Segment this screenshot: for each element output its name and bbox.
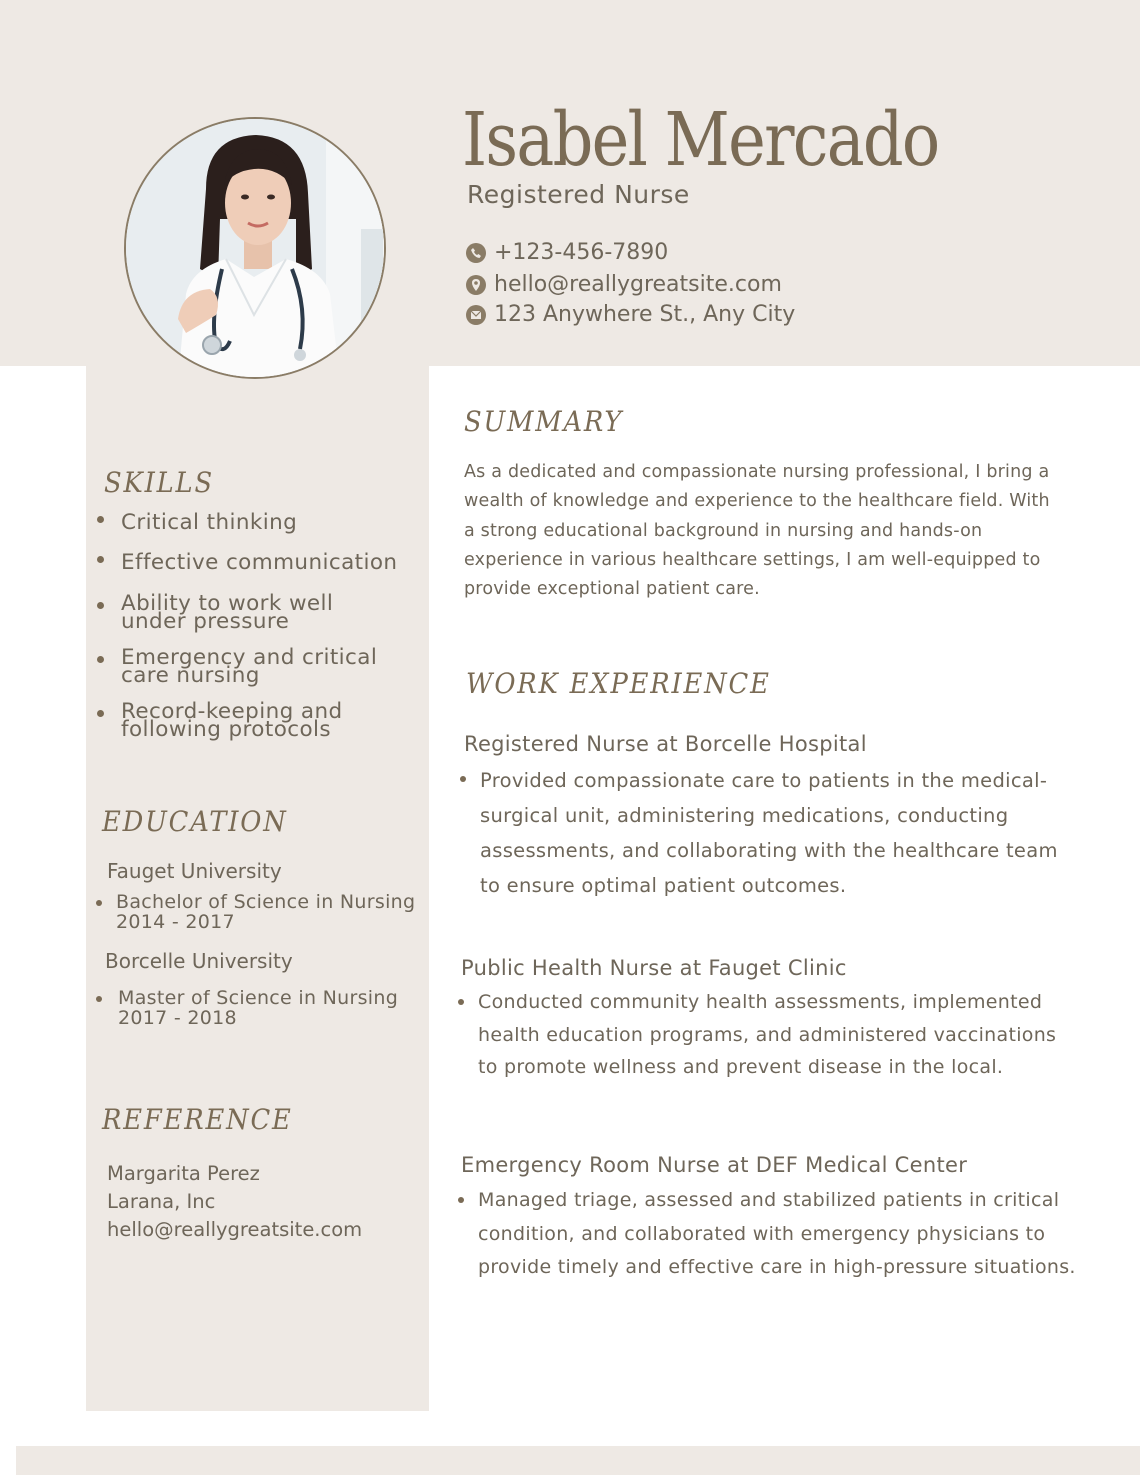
job-description: Managed triage, assessed and stabilized patients in critical condition, and collaborated with emergency physicians to provide timely and effective care in high-pressure situations. [478,1184,1078,1285]
work-experience-heading: WORK EXPERIENCE [466,667,771,700]
candidate-name: Isabel Mercado [462,97,939,183]
address-text: 123 Anywhere St., Any City [494,302,796,327]
education-details [96,988,398,1028]
education-school: Fauget University [107,859,282,883]
phone-icon [466,243,486,263]
education-heading: EDUCATION [102,805,288,838]
skills-heading: SKILLS [104,466,214,499]
footer-band [16,1446,1140,1475]
job-description: Provided compassionate care to patients in the medical-surgical unit, administering medications, conducting assessments, and collaborating with the healthcare team to ensure optimal patient outcomes. [480,763,1060,903]
mail-icon [466,305,486,325]
skills-list [97,510,427,757]
summary-text: As a dedicated and compassionate nursing professional, I bring a wealth of knowledge and experience to the healthcare field. With a strong educational background in nursing and hands-on experience in various healthcare settings, I am well-equipped to provide exceptional patient care. [464,462,1050,600]
reference-name: Margarita Perez [107,1162,260,1185]
email-text: hello@reallygreatsite.com [494,272,782,297]
education-degree: Master of Science in Nursing 2017 - 2018 [96,988,398,1028]
summary-heading: SUMMARY [464,405,624,438]
job-title: Registered Nurse at Borcelle Hospital [464,732,867,756]
job-title: Emergency Room Nurse at DEF Medical Center [461,1153,968,1177]
contact-email [466,272,782,297]
education-school: Borcelle University [105,949,293,973]
reference-heading: REFERENCE [102,1103,293,1136]
skill-item: Record-keeping and following protocols [97,703,427,739]
reference-email: hello@reallygreatsite.com [107,1218,363,1241]
skill-item: Ability to work well under pressure [97,595,427,631]
candidate-role: Registered Nurse [467,180,690,209]
skill-item: Effective communication [97,549,427,577]
nurse-portrait-illustration [126,119,386,379]
job-title: Public Health Nurse at Fauget Clinic [461,956,847,980]
skill-item: Emergency and critical care nursing [97,649,427,685]
location-pin-icon [466,275,486,295]
contact-phone [466,240,668,265]
contact-address [466,302,795,327]
job-description: Conducted community health assessments, implemented health education programs, and administered vaccinations to promote wellness and prevent disease in the local. [478,986,1078,1084]
education-details [96,892,415,932]
reference-company: Larana, Inc [107,1190,216,1213]
education-degree: Bachelor of Science in Nursing 2014 - 2017 [96,892,415,932]
profile-photo [124,117,386,379]
skill-item: Critical thinking [97,509,427,537]
phone-text: +123-456-7890 [494,240,669,265]
